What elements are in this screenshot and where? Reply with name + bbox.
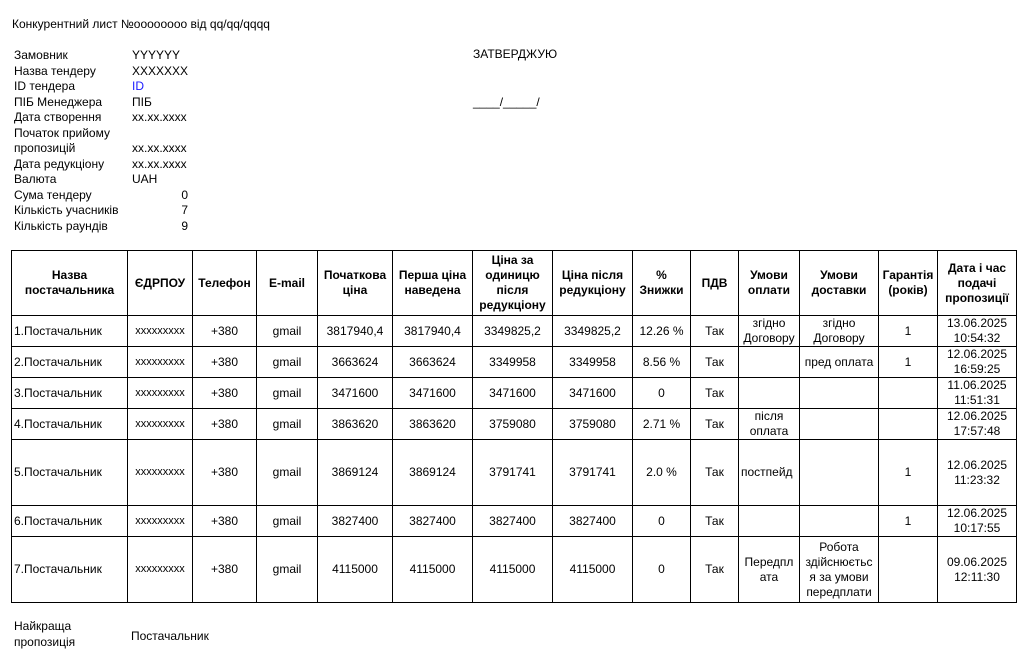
- table-cell: [800, 440, 879, 506]
- table-cell: 4115000: [473, 537, 553, 603]
- table-cell: пред оплата: [800, 347, 879, 378]
- best-offer-value: Постачальник: [131, 629, 209, 643]
- info-created: [14, 110, 214, 126]
- table-cell: +380: [193, 506, 257, 537]
- table-cell: 2.71 %: [633, 409, 691, 440]
- table-cell: gmail: [257, 409, 318, 440]
- table-cell: 4.Постачальник: [12, 409, 128, 440]
- table-cell: 3349825,2: [553, 316, 633, 347]
- table-cell: Так: [691, 347, 739, 378]
- table-cell: gmail: [257, 347, 318, 378]
- table-cell: 1: [879, 347, 938, 378]
- table-cell: [879, 537, 938, 603]
- table-cell: gmail: [257, 506, 318, 537]
- table-cell: 1: [879, 316, 938, 347]
- column-header: Перша ціна наведена: [393, 251, 473, 316]
- table-cell: 2.0 %: [633, 440, 691, 506]
- info-value: xx.xx.xxxx: [132, 110, 187, 124]
- info-currency: [14, 172, 214, 188]
- table-cell: Так: [691, 316, 739, 347]
- table-cell: 3827400: [318, 506, 393, 537]
- table-cell: 1.Постачальник: [12, 316, 128, 347]
- table-row: [12, 409, 1017, 440]
- table-cell: 3471600: [393, 378, 473, 409]
- table-cell: 6.Постачальник: [12, 506, 128, 537]
- table-cell: 3827400: [553, 506, 633, 537]
- table-cell: xxxxxxxxx: [128, 506, 193, 537]
- table-cell: 12.26 %: [633, 316, 691, 347]
- info-label: Кількість учасників: [14, 203, 119, 217]
- table-cell: 09.06.2025 12:11:30: [938, 537, 1017, 603]
- table-cell: +380: [193, 537, 257, 603]
- table-cell: [879, 378, 938, 409]
- table-cell: 13.06.2025 10:54:32: [938, 316, 1017, 347]
- table-cell: 0: [633, 506, 691, 537]
- table-cell: Робота здійснюєтьс я за умови передплати: [800, 537, 879, 603]
- table-cell: Так: [691, 409, 739, 440]
- info-value: xx.xx.xxxx: [132, 156, 187, 171]
- column-header: Ціна за одиницю після редукціону: [473, 251, 553, 316]
- table-cell: 12.06.2025 11:23:32: [938, 440, 1017, 506]
- table-cell: [739, 378, 800, 409]
- table-cell: 3863620: [318, 409, 393, 440]
- table-row: [12, 378, 1017, 409]
- table-cell: 3349958: [473, 347, 553, 378]
- column-header: Назва постачальника: [12, 251, 128, 316]
- table-cell: 12.06.2025 16:59:25: [938, 347, 1017, 378]
- table-cell: xxxxxxxxx: [128, 378, 193, 409]
- tender-info: [14, 48, 214, 234]
- table-cell: 3663624: [318, 347, 393, 378]
- table-cell: Так: [691, 440, 739, 506]
- table-cell: Так: [691, 537, 739, 603]
- table-row: [12, 506, 1017, 537]
- table-cell: 12.06.2025 10:17:55: [938, 506, 1017, 537]
- info-tender-id: [14, 79, 214, 95]
- table-cell: 3349825,2: [473, 316, 553, 347]
- table-cell: 3869124: [393, 440, 473, 506]
- info-value: YYYYYY: [132, 48, 181, 62]
- table-cell: 3817940,4: [318, 316, 393, 347]
- info-label: Сума тендеру: [14, 187, 92, 202]
- table-cell: 0: [633, 378, 691, 409]
- info-participants: [14, 203, 214, 219]
- column-header: Телефон: [193, 251, 257, 316]
- table-cell: [879, 409, 938, 440]
- column-header: ЄДРПОУ: [128, 251, 193, 316]
- table-cell: Так: [691, 378, 739, 409]
- table-cell: [739, 347, 800, 378]
- table-cell: 3863620: [393, 409, 473, 440]
- column-header: Умови оплати: [739, 251, 800, 316]
- info-label: Валюта: [14, 172, 57, 186]
- column-header: Початкова ціна: [318, 251, 393, 316]
- table-cell: +380: [193, 316, 257, 347]
- suppliers-table: [11, 250, 1017, 603]
- column-header: ПДВ: [691, 251, 739, 316]
- table-cell: 4115000: [553, 537, 633, 603]
- table-cell: xxxxxxxxx: [128, 316, 193, 347]
- info-value: xx.xx.xxxx: [132, 141, 187, 155]
- table-cell: згідно Договору: [800, 316, 879, 347]
- info-label: ID тендера: [14, 79, 76, 93]
- info-value: ПІБ: [132, 94, 152, 109]
- info-label: ПІБ Менеджера: [14, 94, 103, 109]
- table-cell: 3827400: [473, 506, 553, 537]
- table-cell: 2.Постачальник: [12, 347, 128, 378]
- table-row: [12, 440, 1017, 506]
- table-cell: 3759080: [473, 409, 553, 440]
- table-body: [12, 316, 1017, 603]
- table-cell: Так: [691, 506, 739, 537]
- table-cell: 3827400: [393, 506, 473, 537]
- table-cell: +380: [193, 378, 257, 409]
- table-cell: gmail: [257, 537, 318, 603]
- info-value: 0: [181, 187, 188, 202]
- best-offer-label: Найкраща пропозиція: [14, 619, 76, 649]
- table-cell: +380: [193, 347, 257, 378]
- document-title: Конкурентний лист №oooooooo від qq/qq/qqqq: [12, 17, 270, 31]
- table-cell: 3791741: [473, 440, 553, 506]
- table-row: [12, 347, 1017, 378]
- info-label: Початок прийому пропозицій: [14, 125, 110, 155]
- table-cell: [800, 409, 879, 440]
- table-cell: 3471600: [318, 378, 393, 409]
- info-label: Назва тендеру: [14, 63, 96, 78]
- table-cell: xxxxxxxxx: [128, 347, 193, 378]
- table-cell: згідно Договору: [739, 316, 800, 347]
- info-label: Кількість раундів: [14, 218, 108, 233]
- info-value: XXXXXXX: [132, 63, 189, 78]
- tender-id-link[interactable]: ID: [132, 79, 144, 93]
- table-cell: 1: [879, 506, 938, 537]
- table-cell: 3663624: [393, 347, 473, 378]
- info-value: 7: [181, 203, 188, 217]
- table-cell: [800, 506, 879, 537]
- info-customer: [14, 48, 214, 64]
- table-row: [12, 316, 1017, 347]
- table-cell: 4115000: [393, 537, 473, 603]
- info-label: Замовник: [14, 48, 68, 62]
- table-cell: 3869124: [318, 440, 393, 506]
- info-value: UAH: [132, 172, 158, 186]
- column-header: Умови доставки: [800, 251, 879, 316]
- column-header: Ціна після редукціону: [553, 251, 633, 316]
- table-cell: gmail: [257, 378, 318, 409]
- info-value: 9: [181, 218, 188, 233]
- column-header: Гарантія (років): [879, 251, 938, 316]
- table-cell: xxxxxxxxx: [128, 537, 193, 603]
- info-proposals-start: [14, 126, 214, 157]
- table-cell: 0: [633, 537, 691, 603]
- table-cell: 3471600: [473, 378, 553, 409]
- table-cell: 1: [879, 440, 938, 506]
- table-cell: xxxxxxxxx: [128, 440, 193, 506]
- info-manager: [14, 95, 214, 111]
- info-label: Дата створення: [14, 110, 102, 124]
- table-cell: 3349958: [553, 347, 633, 378]
- table-header-row: [12, 251, 1017, 316]
- column-header: % Знижки: [633, 251, 691, 316]
- table-cell: [739, 506, 800, 537]
- table-cell: gmail: [257, 316, 318, 347]
- column-header: E-mail: [257, 251, 318, 316]
- info-rounds: [14, 219, 214, 235]
- signature-line: ____/_____/: [473, 95, 540, 109]
- table-cell: 3759080: [553, 409, 633, 440]
- table-cell: 3791741: [553, 440, 633, 506]
- table-cell: Передпл ата: [739, 537, 800, 603]
- table-row: [12, 537, 1017, 603]
- table-cell: gmail: [257, 440, 318, 506]
- table-cell: 3.Постачальник: [12, 378, 128, 409]
- table-cell: 5.Постачальник: [12, 440, 128, 506]
- table-cell: +380: [193, 409, 257, 440]
- table-cell: +380: [193, 440, 257, 506]
- table-cell: 3817940,4: [393, 316, 473, 347]
- table-cell: після оплата: [739, 409, 800, 440]
- table-cell: 7.Постачальник: [12, 537, 128, 603]
- info-reduction-date: [14, 157, 214, 173]
- table-cell: 8.56 %: [633, 347, 691, 378]
- table-cell: 3471600: [553, 378, 633, 409]
- table-cell: [800, 378, 879, 409]
- table-cell: 12.06.2025 17:57:48: [938, 409, 1017, 440]
- info-label: Дата редукціону: [14, 156, 105, 171]
- approve-heading: ЗАТВЕРДЖУЮ: [473, 47, 558, 61]
- info-tender-name: [14, 64, 214, 80]
- table-cell: постпейд: [739, 440, 800, 506]
- table-cell: xxxxxxxxx: [128, 409, 193, 440]
- table-cell: 4115000: [318, 537, 393, 603]
- info-tender-sum: [14, 188, 214, 204]
- table-cell: 11.06.2025 11:51:31: [938, 378, 1017, 409]
- column-header: Дата і час подачі пропозиції: [938, 251, 1017, 316]
